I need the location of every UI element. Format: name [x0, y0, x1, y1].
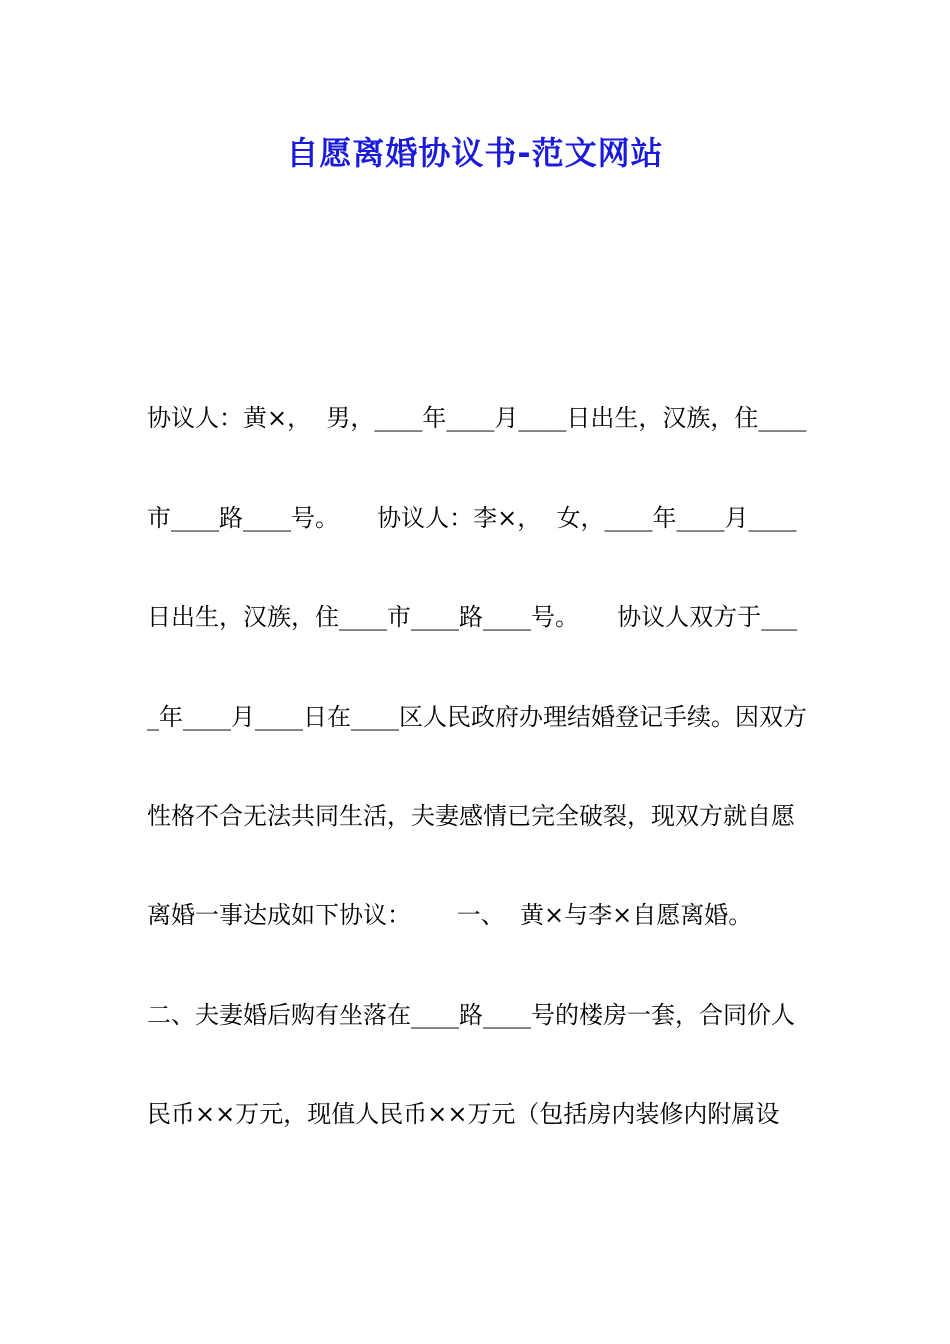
body-line-6: 离婚一事达成如下协议： 一、 黄×与李×自愿离婚。: [147, 901, 753, 929]
body-line-3: 日出生，汉族，住____市____路____号。 协议人双方于___: [147, 603, 798, 631]
document-title: 自愿离婚协议书-范文网站: [286, 134, 664, 172]
body-line-8: 民币××万元，现值人民币××万元（包括房内装修内附属设: [147, 1100, 780, 1128]
body-line-2: 市____路____号。 协议人：李×， 女，____年____月____: [147, 504, 797, 532]
body-line-4: _年____月____日在____区人民政府办理结婚登记手续。因双方: [147, 703, 807, 731]
body-line-1: 协议人：黄×， 男，____年____月____日出生，汉族，住____: [147, 404, 807, 432]
body-line-7: 二、夫妻婚后购有坐落在____路____号的楼房一套，合同价人: [147, 1001, 795, 1029]
body-line-5: 性格不合无法共同生活，夫妻感情已完全破裂，现双方就自愿: [147, 802, 795, 830]
